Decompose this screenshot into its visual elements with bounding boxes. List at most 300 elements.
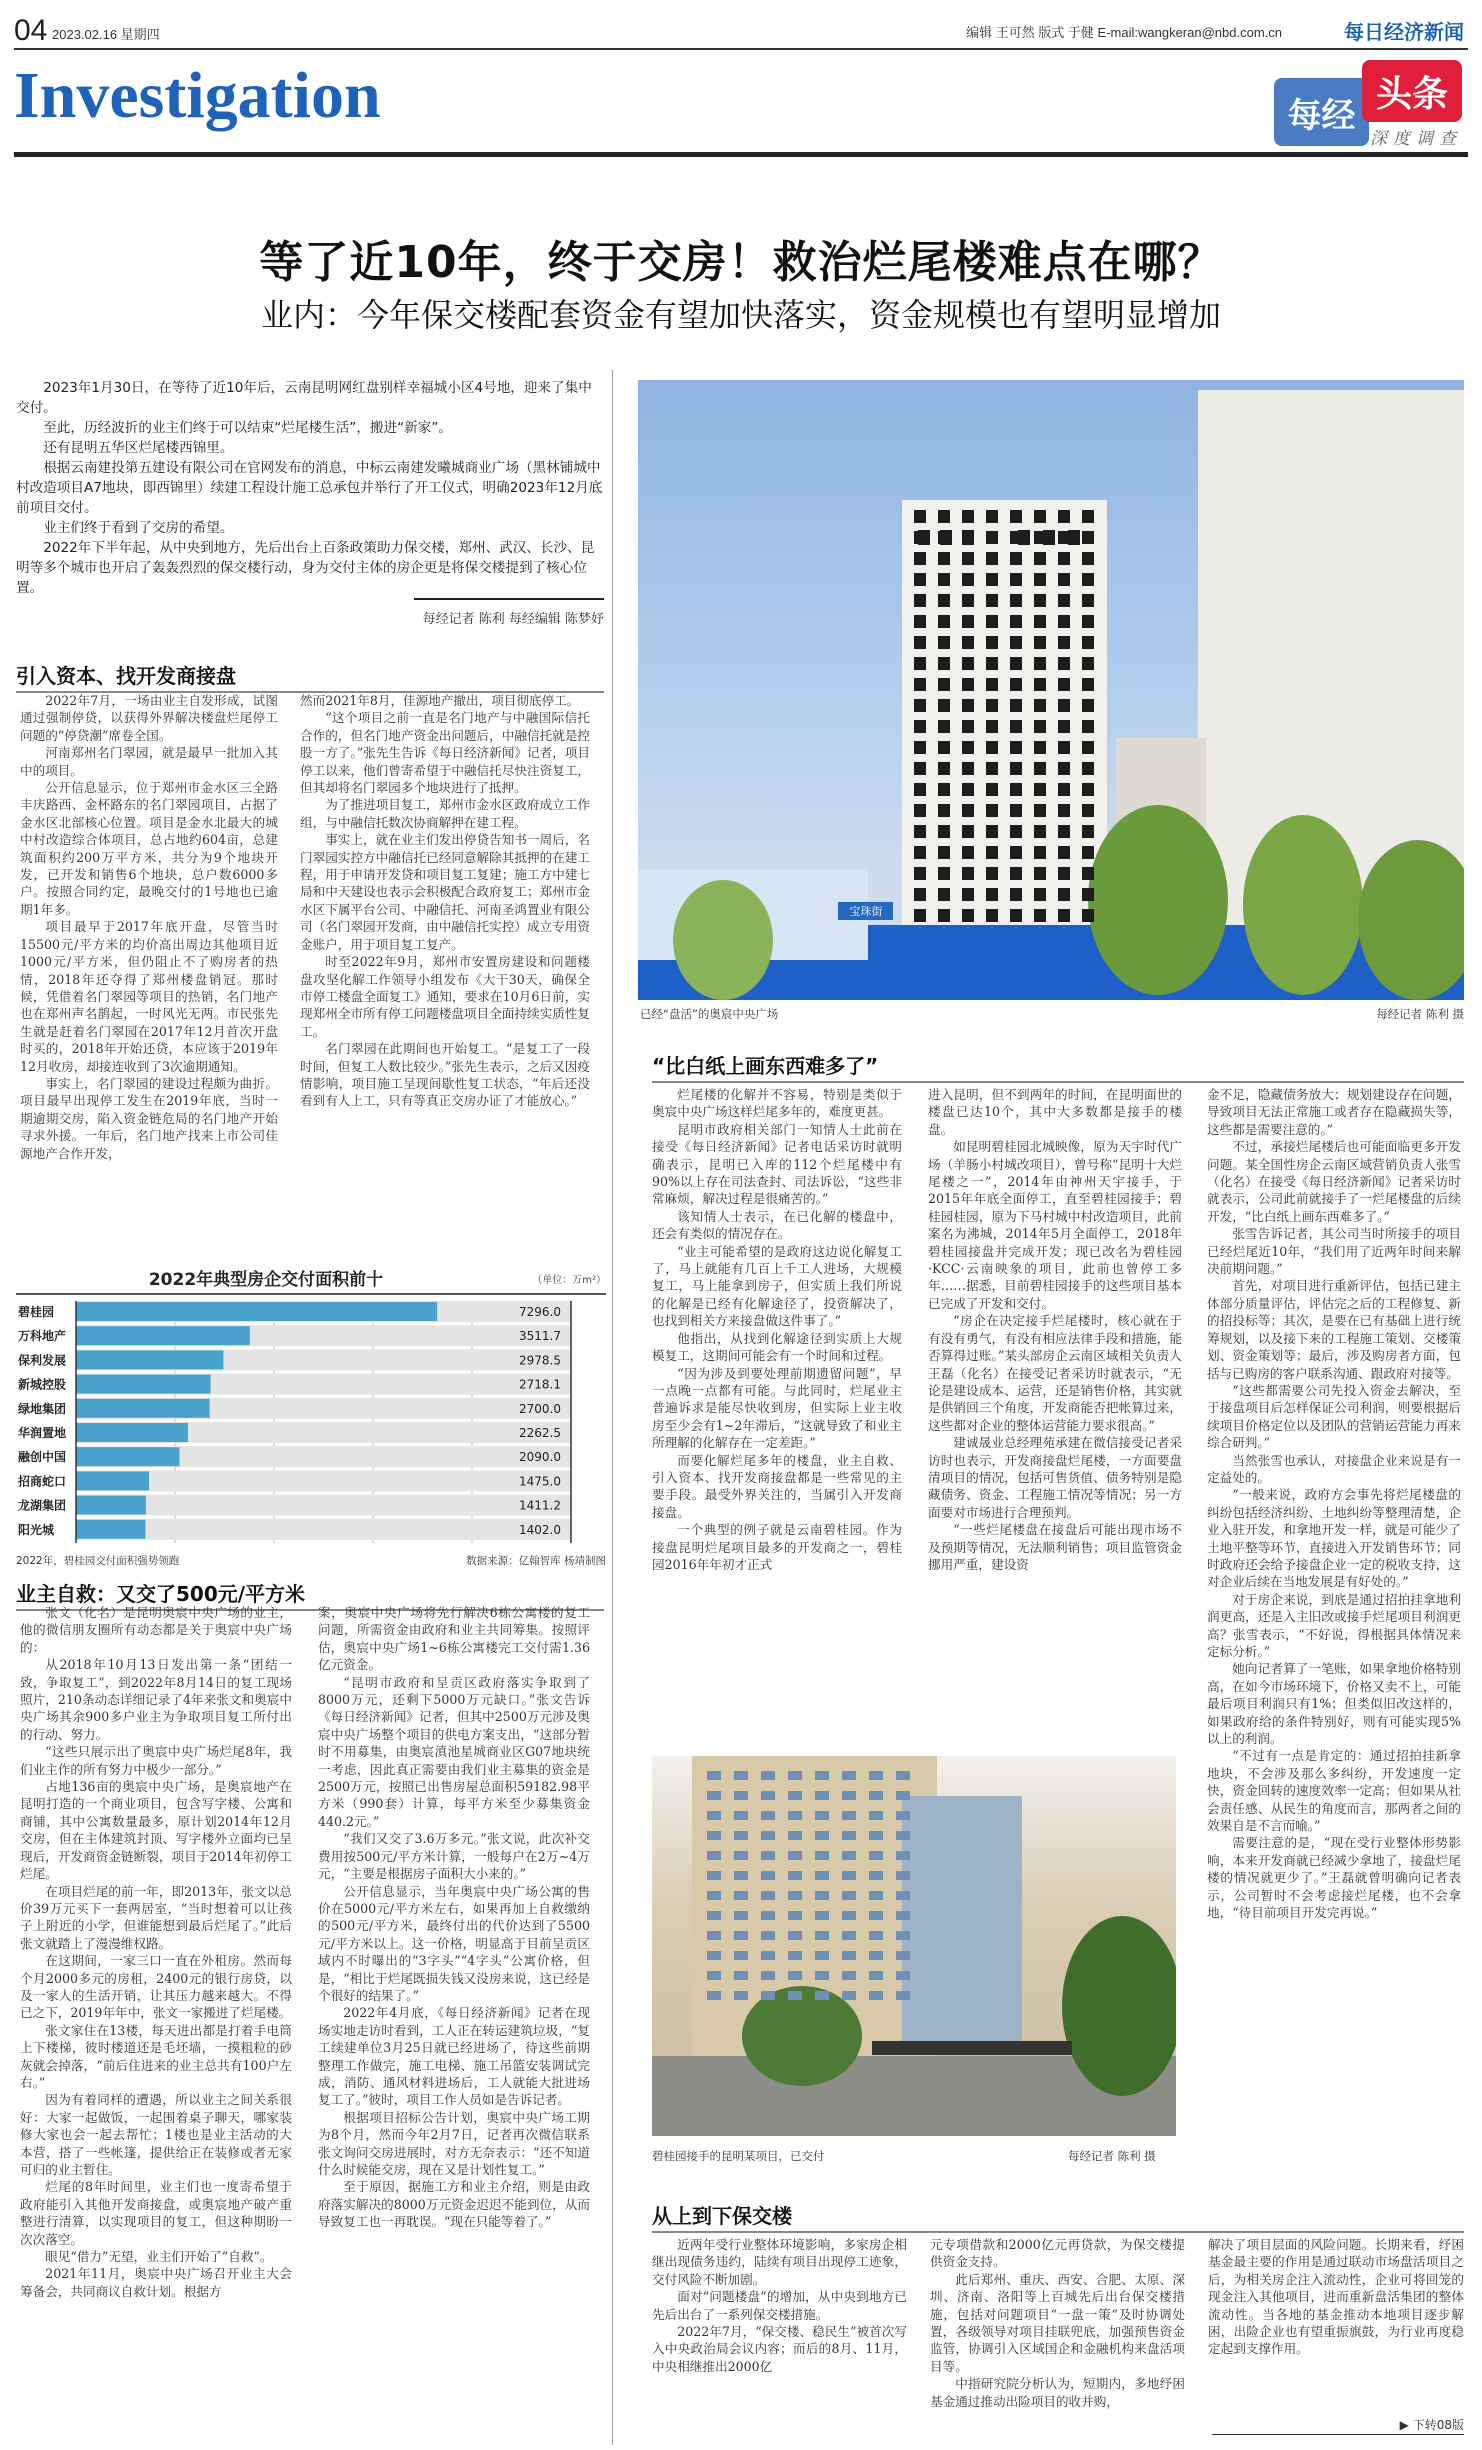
- bar: [76, 1302, 437, 1321]
- column-divider: [612, 370, 613, 2445]
- window: [734, 1991, 748, 2000]
- paragraph: 事实上，就在业主们发出停贷告知书一周后，名门翠园实控方中融信托已经同意解除其抵押的在建工程，用于申请开发贷和项目复工复建；施工方中建七局和中天建设也表示会积极配合政府复工；郑州市金水区下属平台公司、中融信托、河南圣鸿置业有限公司（名门翠园开发商，由中融信托实控）成立专用资金账户，用于项目复工复产。: [300, 832, 590, 952]
- window: [761, 1931, 775, 1940]
- window: [1034, 510, 1046, 523]
- window: [896, 1811, 910, 1820]
- window: [938, 909, 950, 922]
- window: [938, 741, 950, 754]
- window: [1034, 720, 1046, 733]
- window: [1082, 615, 1094, 628]
- paragraph: 而要化解烂尾多年的楼盘，业主自救、引入资本、找开发商接盘都是一些常见的主要手段。最受外界关注的，当属引入开发商接盘。: [652, 1452, 902, 1520]
- article-column: [652, 1086, 902, 1573]
- window: [1010, 867, 1022, 880]
- window: [707, 1851, 721, 1860]
- window: [986, 657, 998, 670]
- window: [1082, 573, 1094, 586]
- window: [986, 804, 998, 817]
- window: [707, 1831, 721, 1840]
- window: [1034, 888, 1046, 901]
- bar: [76, 1496, 146, 1515]
- window: [986, 888, 998, 901]
- window: [1058, 594, 1070, 607]
- value-label: 2700.0: [519, 1401, 561, 1416]
- newspaper-name: 每日经济新闻: [1344, 20, 1464, 44]
- window: [914, 888, 926, 901]
- window: [1058, 783, 1070, 796]
- window: [1082, 741, 1094, 754]
- window: [869, 1811, 883, 1820]
- window: [869, 1911, 883, 1920]
- window: [707, 1891, 721, 1900]
- window: [869, 1831, 883, 1840]
- paragraph: 张文家住在13楼，每天进出都是打着手电筒上下楼梯，彼时楼道还是毛坯墙，一摸粗粒的砂灰就会掉落，“前后住进来的业主总共有100户左右。”: [20, 2022, 292, 2090]
- window: [788, 1851, 802, 1860]
- window: [734, 1851, 748, 1860]
- window: [1082, 594, 1094, 607]
- window: [896, 1871, 910, 1880]
- paragraph: 在这期间，一家三口一直在外租房。然而每个月2000多元的房租，2400元的银行房贷，以及一家人的生活开销，让其压力越来越大。不得已之下，2019年年中，张文一家搬进了烂尾楼。: [20, 1953, 292, 2021]
- article-column: [930, 2236, 1185, 2410]
- chart-plot: [16, 1295, 606, 1545]
- window: [1010, 678, 1022, 691]
- article-column: [20, 1604, 292, 2300]
- window: [815, 1771, 829, 1780]
- window: [962, 783, 974, 796]
- window: [914, 804, 926, 817]
- window: [962, 909, 974, 922]
- window: [938, 783, 950, 796]
- window: [1034, 573, 1046, 586]
- window: [707, 1971, 721, 1980]
- window: [761, 1831, 775, 1840]
- byline-rule: [414, 598, 604, 600]
- window: [986, 699, 998, 712]
- paragraph: 对于房企来说，到底是通过招拍挂拿地利润更高，还是入主旧改或接手烂尾项目利润更高？张雪表示，“不好说，得根据具体情况来定标分析。”: [1207, 1591, 1461, 1659]
- window: [896, 1851, 910, 1860]
- window: [938, 594, 950, 607]
- window: [1058, 552, 1070, 565]
- chart-note: 2022年，碧桂园交付面积强势领跑: [16, 1555, 180, 1567]
- article-column: [318, 1604, 590, 2231]
- window: [1058, 573, 1070, 586]
- window: [914, 531, 926, 544]
- window: [1010, 615, 1022, 628]
- paragraph: 还有昆明五华区烂尾楼西锦里。: [43, 440, 234, 456]
- paragraph: “房企在决定接手烂尾楼时，核心就在于有没有勇气，有没有相应法律手段和措施，能否算得过账。”某头部房企云南区域相关负责人王磊（化名）在接受记者采访时就表示，“无论是建设成本、运营，还是销售价格，其实就是供销回三个角度，开发商能否把帐算过来，这些都对企业的整体运营能力要求很高。”: [928, 1313, 1182, 1433]
- value-label: 2718.1: [519, 1377, 561, 1392]
- paragraph: 案，奥宸中央广场将先行解决6栋公寓楼的复工问题，所需资金由政府和业主共同筹集。按照评估，奥宸中央广场1~6栋公寓楼完工交付需1.36亿元资金。: [318, 1605, 590, 1673]
- paragraph: 至此，历经波折的业主们终于可以结束“烂尾楼生活”，搬进“新家”。: [43, 420, 452, 436]
- window: [896, 1771, 910, 1780]
- window: [1058, 720, 1070, 733]
- window: [761, 1811, 775, 1820]
- category-label: 新城控股: [18, 1377, 67, 1392]
- section-heading-capital: 引入资本、找开发商接盘: [16, 660, 604, 693]
- window: [1010, 741, 1022, 754]
- window: [869, 1951, 883, 1960]
- window: [761, 1771, 775, 1780]
- window: [1082, 909, 1094, 922]
- window: [707, 1811, 721, 1820]
- paragraph: 2023年1月30日，在等待了近10年后，云南昆明网红盘别样幸福城小区4号地，迎来了集中交付。: [16, 380, 592, 416]
- photo-caption: 碧桂园接手的昆明某项目，已交付: [652, 2149, 825, 2163]
- paragraph: 一个典型的例子就是云南碧桂园。作为接盘昆明烂尾项目最多的开发商之一，碧桂园2016年年初才正式: [652, 1522, 902, 1572]
- window: [842, 1911, 856, 1920]
- category-label: 绿地集团: [18, 1401, 67, 1416]
- window: [788, 1771, 802, 1780]
- window: [914, 741, 926, 754]
- window: [815, 1991, 829, 2000]
- window: [842, 1771, 856, 1780]
- window: [914, 825, 926, 838]
- section-heading-guarantee: 从上到下保交楼: [652, 2200, 1464, 2233]
- window: [842, 1971, 856, 1980]
- paragraph: 她向记者算了一笔账，如果拿地价格特别高，在如今市场环境下，价格又卖不上，可能最后项目利润只有1%；但类似旧改这样的，如果政府给的条件特别好，则有可能实现5%以上的利润。: [1207, 1661, 1461, 1747]
- window: [842, 1831, 856, 1840]
- window: [1034, 678, 1046, 691]
- window: [938, 678, 950, 691]
- masthead-rule: [14, 48, 1468, 50]
- paragraph: 进入昆明，但不到两年的时间，在昆明面世的楼盘已达10个，其中大多数都是接手的楼盘。: [928, 1087, 1182, 1137]
- logo-left: 每经: [1274, 78, 1369, 146]
- window: [1034, 762, 1046, 775]
- window: [734, 1891, 748, 1900]
- window: [788, 1991, 802, 2000]
- window: [1082, 510, 1094, 523]
- window: [1010, 783, 1022, 796]
- window: [1058, 678, 1070, 691]
- window: [1082, 657, 1094, 670]
- window: [1034, 783, 1046, 796]
- window: [761, 1911, 775, 1920]
- paragraph: 当然张雪也承认，对接盘企业来说是有一定益处的。: [1207, 1452, 1461, 1485]
- window: [734, 1871, 748, 1880]
- paragraph: “这个项目之前一直是名门地产与中融国际信托合作的，但名门地产资金出问题后，中融信托就是控股一方了。”张先生告诉《每日经济新闻》记者，项目停工以来，他们曾寄希望于中融信托尽快注资复工，但其却将名门翠园多个地块进行了抵押。: [300, 710, 590, 796]
- window: [869, 1771, 883, 1780]
- window: [707, 1791, 721, 1800]
- window: [842, 1851, 856, 1860]
- window: [1010, 699, 1022, 712]
- category-label: 碧桂园: [18, 1305, 55, 1319]
- window: [938, 573, 950, 586]
- window: [962, 804, 974, 817]
- paragraph: 业主们终于看到了交房的希望。: [43, 520, 234, 536]
- window: [761, 1871, 775, 1880]
- window: [788, 1871, 802, 1880]
- window: [962, 531, 974, 544]
- section-heading-harder: “比白纸上画东西难多了”: [652, 1050, 1464, 1083]
- window: [734, 1951, 748, 1960]
- window: [734, 1831, 748, 1840]
- page-number: 04: [14, 14, 48, 47]
- window: [986, 741, 998, 754]
- window: [869, 1871, 883, 1880]
- paragraph: 需要注意的是，“现在受行业整体形势影响，本来开发商就已经减少拿地了，接盘烂尾楼的情况就更少了。”王磊就曾明确向记者表示，公司暂时不会考虑接烂尾楼，也不会拿地，“待目前项目开发完再说。”: [1207, 1835, 1461, 1921]
- window: [1034, 867, 1046, 880]
- window: [869, 1891, 883, 1900]
- window: [734, 1771, 748, 1780]
- window: [1058, 531, 1070, 544]
- window: [986, 762, 998, 775]
- value-label: 2978.5: [519, 1353, 561, 1368]
- window: [1082, 699, 1094, 712]
- window: [938, 636, 950, 649]
- window: [761, 1891, 775, 1900]
- paragraph: 至于原因，据施工方和业主介绍，则是由政府落实解决的8000万元资金迟迟不能到位，从而导致复工也一再耽误。“现在只能等着了。”: [318, 2179, 590, 2230]
- column-logo: [1274, 60, 1464, 150]
- window: [1058, 909, 1070, 922]
- window: [788, 1931, 802, 1940]
- photo-caption: 已经“盘活”的奥宸中央广场: [640, 1007, 779, 1021]
- bar: [76, 1375, 211, 1394]
- window: [1010, 531, 1022, 544]
- paragraph: 昆明市政府相关部门一知情人士此前在接受《每日经济新闻》记者电话采访时就明确表示，昆明已入库的112个烂尾楼中有90%以上存在司法查封、司法诉讼，“这些非常麻烦，解决过程是很痛苦的。”: [652, 1121, 902, 1207]
- paragraph: 眼见“借力”无望，业主们开始了“自救”。: [45, 2249, 273, 2265]
- window: [1010, 510, 1022, 523]
- paragraph: “业主可能希望的是政府这边说化解复工了，马上就能有几百上千工人进场，大规模复工，马上能拿到房子，但实质上我们所说的化解是已经有化解途径了，投资解决了，也找到相关方来接盘做这件事了。”: [652, 1243, 902, 1329]
- window: [896, 1791, 910, 1800]
- bar: [76, 1350, 223, 1369]
- window: [914, 699, 926, 712]
- window: [707, 1931, 721, 1940]
- window: [761, 1791, 775, 1800]
- window: [938, 804, 950, 817]
- article-column: [928, 1086, 1182, 1573]
- window: [914, 594, 926, 607]
- issue-date: 2023.02.16 星期四: [52, 27, 160, 42]
- window: [986, 552, 998, 565]
- window: [788, 1971, 802, 1980]
- paragraph: 建诚晟业总经理苑承建在微信接受记者采访时也表示，开发商接盘烂尾楼，一方面要盘清项目的情况，包括可售货值、债务特别是隐藏债务、资金、工程施工情况等情况；另一方面要对市场进行合理预判。: [928, 1435, 1182, 1520]
- paragraph: 根据项目招标公告计划，奥宸中央广场工期为8个月，然而今年2月7日，记者再次微信联系张文询问交房进展时，对方无奈表示：“还不知道什么时候能交房，现在又是计划性复工。”: [318, 2109, 590, 2177]
- window: [1058, 762, 1070, 775]
- window: [869, 1791, 883, 1800]
- window: [788, 1831, 802, 1840]
- window: [842, 1871, 856, 1880]
- window: [1010, 762, 1022, 775]
- paragraph: 2022年4月底，《每日经济新闻》记者在现场实地走访时看到，工人正在转运建筑垃圾，“复工续建单位3月25日就已经进场了，待这些前期整理工作做完，施工电梯、施工吊篮安装调试完成，消防、通风材料进场后，工人就能大批进场复工了。”彼时，项目工作人员如是告诉记者。: [318, 2005, 590, 2108]
- headline: 等了近10年，终于交房！救治烂尾楼难点在哪？: [259, 237, 1223, 288]
- window: [962, 888, 974, 901]
- editor-credits: 编辑 王可然 版式 于健 E-mail:wangkeran@nbd.com.cn: [966, 25, 1282, 40]
- chart-title: 2022年典型房企交付面积前十: [148, 1270, 384, 1290]
- window: [962, 510, 974, 523]
- photo-credit: 每经记者 陈利 摄: [1068, 2149, 1156, 2163]
- window: [914, 909, 926, 922]
- window: [962, 594, 974, 607]
- window: [815, 1811, 829, 1820]
- window: [1082, 762, 1094, 775]
- window: [842, 1811, 856, 1820]
- window: [986, 720, 998, 733]
- window: [1034, 531, 1046, 544]
- window: [1034, 657, 1046, 670]
- window: [1082, 888, 1094, 901]
- bar-track: [76, 1470, 571, 1491]
- paragraph: 在项目烂尾的前一年，即2013年，张文以总价39万元买下一套两居室，“当时想着可以让孩子上附近的小学，但谁能想到最后烂尾了。”此后张文就踏上了漫漫维权路。: [20, 1883, 292, 1951]
- window: [986, 531, 998, 544]
- paragraph: 解决了项目层面的风险问题。长期来看，纾困基金最主要的作用是通过联动市场盘活项目之后，为相关房企注入流动性，企业可将回笼的现金注入其他项目，进而重新盘活集团的整体流动性。当各地的基金推动本地项目逐步解困，出险企业也有望重振旗鼓，为行业再度稳定起到支撑作用。: [1208, 2237, 1464, 2357]
- window: [1058, 657, 1070, 670]
- window: [938, 888, 950, 901]
- bar: [76, 1399, 210, 1418]
- bar: [76, 1471, 149, 1490]
- window: [1058, 699, 1070, 712]
- window: [707, 1951, 721, 1960]
- window: [707, 1871, 721, 1880]
- paragraph: “一些烂尾楼盘在接盘后可能出现市场不及预期等情况，无法顺利销售；项目监管资金挪用严重，建设资: [928, 1522, 1182, 1572]
- window: [1010, 552, 1022, 565]
- section-title: Investigation: [14, 59, 381, 132]
- continued-rule: [1212, 2434, 1464, 2435]
- window: [1034, 741, 1046, 754]
- window: [1082, 531, 1094, 544]
- window: [986, 825, 998, 838]
- chart-source: 数据来源：亿翰智库 杨靖制图: [466, 1555, 606, 1567]
- article-column: [1208, 2236, 1464, 2358]
- value-label: 2262.5: [519, 1426, 561, 1440]
- window: [1058, 741, 1070, 754]
- window: [914, 615, 926, 628]
- window: [1058, 615, 1070, 628]
- window: [761, 1971, 775, 1980]
- window: [986, 678, 998, 691]
- window: [896, 1971, 910, 1980]
- window: [962, 762, 974, 775]
- window: [962, 636, 974, 649]
- paragraph: 名门翠园在此期间也开始复工。“是复工了一段时间，但复工人数比较少。”张先生表示，之后又因疫情影响，项目施工呈现间歇性复工状态，“年后还没看到有人上工，只有等真正交房办证了才能放心。”: [300, 1041, 590, 1109]
- window: [1034, 825, 1046, 838]
- window: [986, 846, 998, 859]
- window: [869, 1851, 883, 1860]
- paragraph: 近两年受行业整体环境影响，多家房企相继出现债务违约，陆续有项目出现停工迹象，交付风险不断加剧。: [652, 2237, 907, 2287]
- value-label: 2090.0: [519, 1450, 561, 1465]
- chart-unit: （单位：万m²）: [532, 1275, 606, 1286]
- window: [962, 825, 974, 838]
- window: [1034, 804, 1046, 817]
- window: [914, 657, 926, 670]
- continued-link[interactable]: [1400, 2416, 1464, 2433]
- paragraph: 此后郑州、重庆、西安、合肥、太原、深圳、济南、洛阳等上百城先后出台保交楼措施，包括对问题项目“一盘一策”及时协调处置，各级领导对项目挂联兜底，加强预售资金监管，协调引入区域国企和金融机构来盘活项目等。: [930, 2271, 1185, 2374]
- window: [938, 720, 950, 733]
- window: [788, 1911, 802, 1920]
- window: [914, 762, 926, 775]
- window: [962, 678, 974, 691]
- window: [815, 1931, 829, 1940]
- window: [1082, 720, 1094, 733]
- window: [869, 1931, 883, 1940]
- paragraph: 他指出，从找到化解途径到实质上大规模复工，这期间可能会有一个时间和过程。: [652, 1330, 902, 1364]
- paragraph: “一般来说，政府方会事先将烂尾楼盘的纠纷包括经济纠纷、土地纠纷等整理清楚，企业入驻开发，和拿地开发一样，就是可能少了土地平整等环节，直接进入开发销售环节；同时政府还会给予接盘企业一定的税收支持，这对企业后续在当地发展是有好处的。”: [1207, 1487, 1461, 1590]
- window: [815, 1971, 829, 1980]
- paragraph: 占地136亩的奥宸中央广场，是奥宸地产在昆明打造的一个商业项目，包含写字楼、公寓和商铺，其中公寓数量最多，原计划2014年12月交房，但在主体建筑封顶、写字楼外立面均已呈现后，开发商资金链断裂，项目于2014年初停工烂尾。: [20, 1779, 292, 1882]
- window: [761, 1991, 775, 2000]
- paragraph: 金不足，隐藏债务放大；规划建设存在问题，导致项目无法正常施工或者存在隐藏损失等，这些都是需要注意的。”: [1207, 1087, 1461, 1137]
- bar-track: [76, 1495, 571, 1516]
- window: [842, 1791, 856, 1800]
- window: [938, 825, 950, 838]
- paragraph: 面对“问题楼盘”的增加，从中央到地方已先后出台了一系列保交楼措施。: [652, 2289, 907, 2322]
- window: [914, 510, 926, 523]
- window: [914, 867, 926, 880]
- paragraph: “昆明市政府和呈贡区政府落实争取到了8000万元，还剩下5000万元缺口。”张文告诉《每日经济新闻》记者，但其中2500万元涉及奥宸中央广场整个项目的供电方案支出，“这部分暂时不用募集，由奥宸滇池星城商业区G07地块统一考虑，因此真正需要由我们业主募集的资金是2500万元，按照已出售房屋总面积59182.98平方米（990套）计算，每平方米至少募集资金440.2元。”: [318, 1674, 590, 1829]
- window: [962, 573, 974, 586]
- window: [1082, 846, 1094, 859]
- paragraph: 2022年7月，一场由业主自发形成，试图通过强制停贷，以获得外界解决楼盘烂尾停工问题的“停贷潮”席卷全国。: [20, 693, 278, 743]
- window: [1058, 867, 1070, 880]
- logo-subtitle: 深度调查: [1370, 129, 1462, 149]
- window: [986, 909, 998, 922]
- window: [788, 1811, 802, 1820]
- window: [896, 1951, 910, 1960]
- window: [1034, 615, 1046, 628]
- paragraph: 公开信息显示，当年奥宸中央广场公寓的售价在5000元/平方米左右，如果再加上自救缴纳的500元/平方米，最终付出的代价达到了5500元/平方米以上。这一价格，明显高于目前呈贡区域内不时曝出的“3字头”“4字头”公寓价格，但是，“相比于烂尾既损失钱又没房来说，这已经是个很好的结果了。”: [318, 1883, 590, 2003]
- window: [1058, 510, 1070, 523]
- paragraph: “我们又交了3.6万多元。”张文说，此次补交费用按500元/平方米计算，一般每户在2万~4万元，“主要是根据房子面积大小来的。”: [318, 1831, 590, 1882]
- paragraph: 2022年7月，“保交楼、稳民生”被首次写入中央政治局会议内容；而后的8月、11月，中央相继推出2000亿: [652, 2324, 907, 2374]
- paragraph: 烂尾楼的化解并不容易，特别是类似于奥宸中央广场这样烂尾多年的，难度更甚。: [652, 1087, 902, 1120]
- window: [914, 783, 926, 796]
- value-label: 3511.7: [519, 1329, 561, 1344]
- window: [1010, 657, 1022, 670]
- window: [986, 573, 998, 586]
- window: [896, 1931, 910, 1940]
- window: [962, 699, 974, 712]
- window: [986, 867, 998, 880]
- window: [734, 1811, 748, 1820]
- window: [842, 1931, 856, 1940]
- byline: 每经记者 陈利 每经编辑 陈梦妤: [422, 612, 604, 627]
- window: [869, 1991, 883, 2000]
- window: [1010, 573, 1022, 586]
- bar-track: [76, 1519, 571, 1540]
- paragraph: 2022年下半年起，从中央到地方，先后出台上百条政策助力保交楼，郑州、武汉、长沙、昆明等多个城市也开启了轰轰烈烈的保交楼行动，身为交付主体的房企更是将保交楼提到了核心位置。: [16, 540, 595, 596]
- bar: [76, 1326, 250, 1345]
- article-column: [300, 692, 590, 1110]
- window: [914, 552, 926, 565]
- window: [914, 636, 926, 649]
- window: [1010, 909, 1022, 922]
- paragraph: 该知情人士表示，在已化解的楼盘中，还会有类似的情况存在。: [652, 1208, 902, 1242]
- window: [914, 846, 926, 859]
- window: [1082, 636, 1094, 649]
- window: [734, 1971, 748, 1980]
- window: [938, 510, 950, 523]
- window: [815, 1911, 829, 1920]
- paragraph: “这些只展示出了奥宸中央广场烂尾8年，我们业主作的所有努力中极少一部分。”: [20, 1744, 292, 1777]
- category-label: 融创中国: [18, 1450, 67, 1465]
- window: [896, 1991, 910, 2000]
- paragraph: 公开信息显示，位于郑州市金水区三全路丰庆路西、金杯路东的名门翠园项目，占据了金水区北部核心位置。项目是金水北最大的城中村改造综合体项目，总占地约604亩，总建筑面积约200万平方米，共分为9个地块开发，已开发和销售6个地块，总户数6000多户。按照合同约定，最晚交付的1号地也已逾期1年多。: [20, 780, 278, 917]
- window: [707, 1991, 721, 2000]
- window: [1010, 825, 1022, 838]
- paragraph: “这些都需要公司先投入资金去解决，至于接盘项目后怎样保证公司利润，则要根据后续项目价格定位以及团队的营销运营能力再来综合研判。”: [1207, 1382, 1461, 1451]
- value-label: 1475.0: [519, 1474, 561, 1489]
- paragraph: “因为涉及到要处理前期遗留问题”，早一点晚一点都有可能。与此同时，烂尾业主普遍诉求是能尽快收到房，但实际上业主收房至少会有1~2年滞后，“这就导致了和业主所理解的化解存在一定差距。”: [652, 1365, 902, 1451]
- window: [815, 1791, 829, 1800]
- window: [962, 720, 974, 733]
- bar: [76, 1520, 145, 1539]
- article-column: [1207, 1086, 1461, 1922]
- window: [1082, 552, 1094, 565]
- window: [734, 1911, 748, 1920]
- window: [734, 1791, 748, 1800]
- article-column: [20, 692, 278, 1162]
- value-label: 7296.0: [519, 1305, 561, 1319]
- photo-credit: 每经记者 陈利 摄: [1376, 1007, 1464, 1021]
- window: [734, 1931, 748, 1940]
- window: [815, 1851, 829, 1860]
